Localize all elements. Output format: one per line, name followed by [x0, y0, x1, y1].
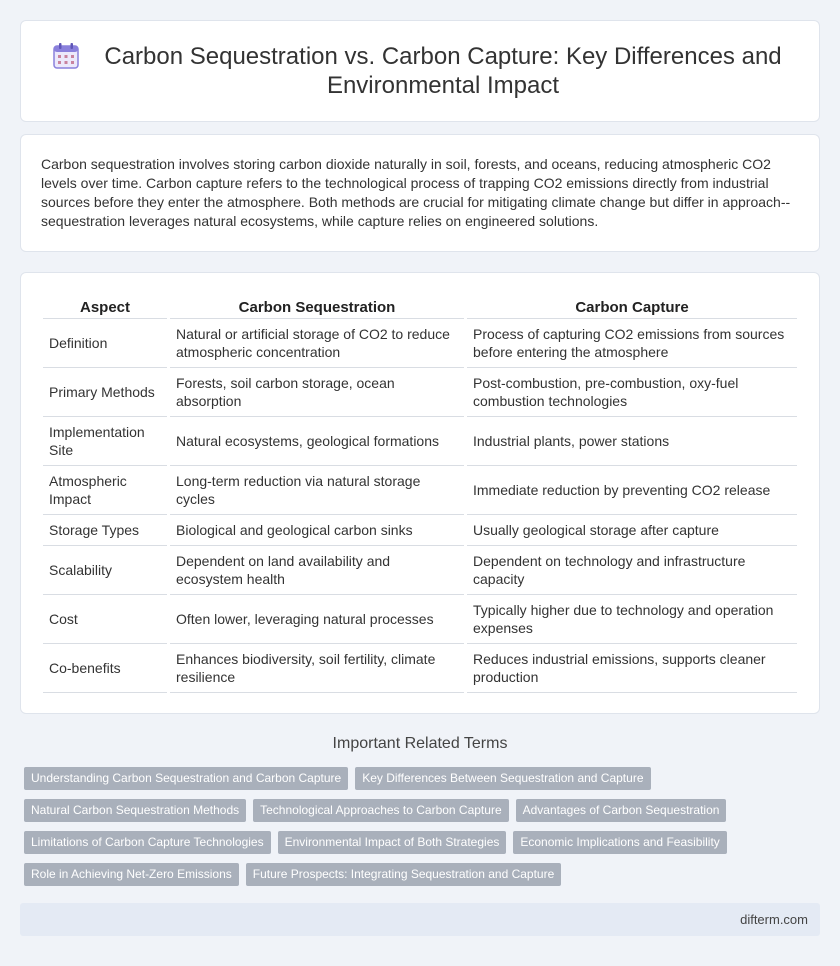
tag-row	[24, 863, 824, 886]
header-sequestration: Carbon Sequestration	[170, 293, 464, 319]
table-row	[43, 644, 797, 693]
comparison-table	[40, 293, 800, 693]
cell-sequestration: Often lower, leveraging natural processes	[170, 595, 464, 644]
header-card	[20, 20, 820, 122]
header-aspect: Aspect	[43, 293, 167, 319]
cell-aspect: Scalability	[43, 546, 167, 595]
cell-capture: Usually geological storage after capture	[467, 515, 797, 546]
cell-aspect: Cost	[43, 595, 167, 644]
cell-capture: Dependent on technology and infrastructure capacity	[467, 546, 797, 595]
related-term-tag[interactable]: Natural Carbon Sequestration Methods	[24, 799, 246, 822]
calendar-icon	[51, 41, 81, 71]
table-row	[43, 417, 797, 466]
related-terms-tags	[24, 767, 824, 895]
cell-aspect: Co-benefits	[43, 644, 167, 693]
cell-capture: Reduces industrial emissions, supports cleaner production	[467, 644, 797, 693]
cell-aspect: Definition	[43, 319, 167, 368]
cell-sequestration: Enhances biodiversity, soil fertility, climate resilience	[170, 644, 464, 693]
cell-sequestration: Natural or artificial storage of CO2 to reduce atmospheric concentration	[170, 319, 464, 368]
footer-bar	[20, 903, 820, 936]
cell-sequestration: Biological and geological carbon sinks	[170, 515, 464, 546]
table-row	[43, 595, 797, 644]
cell-sequestration: Long-term reduction via natural storage cycles	[170, 466, 464, 515]
footer-site-link[interactable]: difterm.com	[740, 912, 808, 927]
table-row	[43, 368, 797, 417]
tag-row	[24, 767, 824, 790]
table-row	[43, 319, 797, 368]
related-term-tag[interactable]: Role in Achieving Net-Zero Emissions	[24, 863, 239, 886]
cell-capture: Typically higher due to technology and operation expenses	[467, 595, 797, 644]
cell-capture: Immediate reduction by preventing CO2 release	[467, 466, 797, 515]
related-term-tag[interactable]: Economic Implications and Feasibility	[513, 831, 726, 854]
cell-sequestration: Natural ecosystems, geological formations	[170, 417, 464, 466]
related-terms-title: Important Related Terms	[332, 735, 508, 752]
intro-paragraph: Carbon sequestration involves storing carbon dioxide naturally in soil, forests, and oceans, reducing atmospheric CO2 levels over time. Carbon capture refers to the technological process of trapping CO2 emissions directly from industrial sources before they enter the atmosphere. Both methods are crucial for mitigating climate change but differ in approach--sequestration leverages natural ecosystems, while capture relies on engineered solutions.	[41, 156, 791, 229]
related-term-tag[interactable]: Future Prospects: Integrating Sequestration and Capture	[246, 863, 562, 886]
cell-aspect: Storage Types	[43, 515, 167, 546]
table-row	[43, 466, 797, 515]
cell-aspect: Implementation Site	[43, 417, 167, 466]
cell-capture: Process of capturing CO2 emissions from sources before entering the atmosphere	[467, 319, 797, 368]
related-term-tag[interactable]: Understanding Carbon Sequestration and Carbon Capture	[24, 767, 348, 790]
cell-aspect: Primary Methods	[43, 368, 167, 417]
intro-card	[20, 134, 820, 252]
related-term-tag[interactable]: Technological Approaches to Carbon Capture	[253, 799, 509, 822]
cell-sequestration: Dependent on land availability and ecosystem health	[170, 546, 464, 595]
related-term-tag[interactable]: Environmental Impact of Both Strategies	[278, 831, 507, 854]
title-wrap	[21, 21, 819, 121]
cell-sequestration: Forests, soil carbon storage, ocean absorption	[170, 368, 464, 417]
cell-capture: Industrial plants, power stations	[467, 417, 797, 466]
tag-row	[24, 831, 824, 854]
cell-aspect: Atmospheric Impact	[43, 466, 167, 515]
tag-row	[24, 799, 824, 822]
table-row	[43, 515, 797, 546]
table-header-row	[43, 293, 797, 319]
comparison-table-card	[20, 272, 820, 714]
related-term-tag[interactable]: Key Differences Between Sequestration and Capture	[355, 767, 650, 790]
cell-capture: Post-combustion, pre-combustion, oxy-fuel combustion technologies	[467, 368, 797, 417]
page-title: Carbon Sequestration vs. Carbon Capture: Key Differences and Environmental Impact	[104, 43, 782, 99]
related-term-tag[interactable]: Advantages of Carbon Sequestration	[516, 799, 727, 822]
table-row	[43, 546, 797, 595]
related-term-tag[interactable]: Limitations of Carbon Capture Technologies	[24, 831, 271, 854]
header-capture: Carbon Capture	[467, 293, 797, 319]
